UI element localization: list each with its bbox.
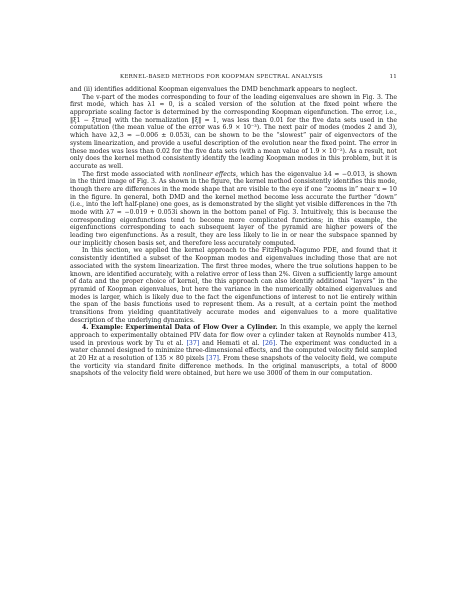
section-4-text-4: . From these snapshots of the velocity field, we compute the vorticity via standard finite difference methods. In the original manuscripts, a total of 8000 snapshots of the velocity field were obtained, but here we use 3000 of them in our computation. [70,355,397,378]
section-4-text-3: . The experiment was conducted in a water channel designed to minimize three-dimensional effects, and the computed velocity field sampled at 20 Hz at a resolution of 135 × 80 pixels [70,339,397,363]
running-title: KERNEL-BASED METHODS FOR KOOPMAN SPECTRAL ANALYSIS [120,74,323,80]
page-body [70,86,397,378]
paragraph-nonlinear-text-a: The first mode associated with [82,170,183,178]
citation-link[interactable]: [37] [186,339,200,347]
paragraph-modes: The v-part of the modes corresponding to four of the leading eigenvalues are shown in Fig. 3. The first mode, which has λ1 ≈ 0, is a scaled version of the solution at the fixed point where the appropriate scaling factor is determined by the corresponding Koopman eigenfunction. The error, i.e., ‖ξ1 − ξtrue‖ with the normalization ‖ξ‖ = 1, was less than 0.01 for the five data sets used in the computation (the mean value of the error was 6.9 × 10⁻³). The next pair of modes (modes 2 and 3), which have λ2,3 ≈ −0.006 ± 0.053i, can be shown to be the “slowest” pair of eigenvectors of the system linearization, and provide a useful description of the evolution near the fixed point. The error in these modes was less than 0.02 for the five data sets (with a mean value of 1.9 × 10⁻²). As a result, not only does the kernel method consistently identify the leading Koopman modes in this problem, but it is accurate as well. [70,93,397,170]
paragraph-nonlinear-text-b: , which has the eigenvalue λ4 ≈ −0.013, is shown in the third image of Fig. 3. As shown in the figure, the kernel method consistently identifies this mode, though there are differences in the mode shape that are visible to the eye if one “zooms in” near x = 10 in the figure. In general, both DMD and the kernel method become less accurate the further “down” (i.e., into the left half-plane) one goes, as is demonstrated by the slight yet visible differences in the 7th mode with λ7 ≈ −0.019 + 0.053i shown in the bottom panel of Fig. 3. Intuitively, this is because the corresponding eigenfunctions tend to become more complicated functions; in this example, the eigenfunctions corresponding to each subsequent layer of the pyramid are higher powers of the leading two eigenfunctions. As a result, they are less likely to lie in or near the subspace spanned by our implicitly chosen basis set, and therefore less accurately computed. [70,170,397,247]
citation-link[interactable]: [37] [206,355,219,363]
paragraph-continuation: and (ii) identifies additional Koopman eigenvalues the DMD benchmark appears to neglect. [70,86,358,93]
citation-link[interactable]: [26] [262,339,276,347]
section-4 [70,324,397,378]
paragraph-summary: In this section, we applied the kernel approach to the FitzHugh-Nagumo PDE, and found that it consistently identified a subset of the Koopman modes and eigenvalues including those that are not associated with the system linearization. The first three modes, where the true solutions happen to be known, are identified accurately, with a relative error of less than 2%. Given a sufficiently large amount of data and the proper choice of kernel, the this approach can also identify additional “layers” in the pyramid of Koopman eigenvalues, but here the variance in the numerically obtained eigenvalues and modes is larger, which is likely due to the fact the eigenfunctions of interest to not lie entirely within the span of the basis functions used to represent them. As a result, at a certain point the method transitions from yielding quantitatively accurate modes and eigenvalues to a more qualitative description of the underlying dynamics. [70,247,397,324]
section-4-text-1: In this example, we apply the kernel approach to experimentally obtained PIV data for flow over a cylinder taken at Reynolds number 413, used in previous work by Tu et al. [70,324,397,347]
page-number: 11 [389,74,397,80]
section-4-text-2: and Hemati et al. [199,339,263,347]
section-4-heading: 4. Example: Experimental Data of Flow Over a Cylinder. [82,324,278,332]
nonlinear-effects-emphasis: nonlinear effects [182,170,236,178]
paragraph-nonlinear [70,171,397,248]
